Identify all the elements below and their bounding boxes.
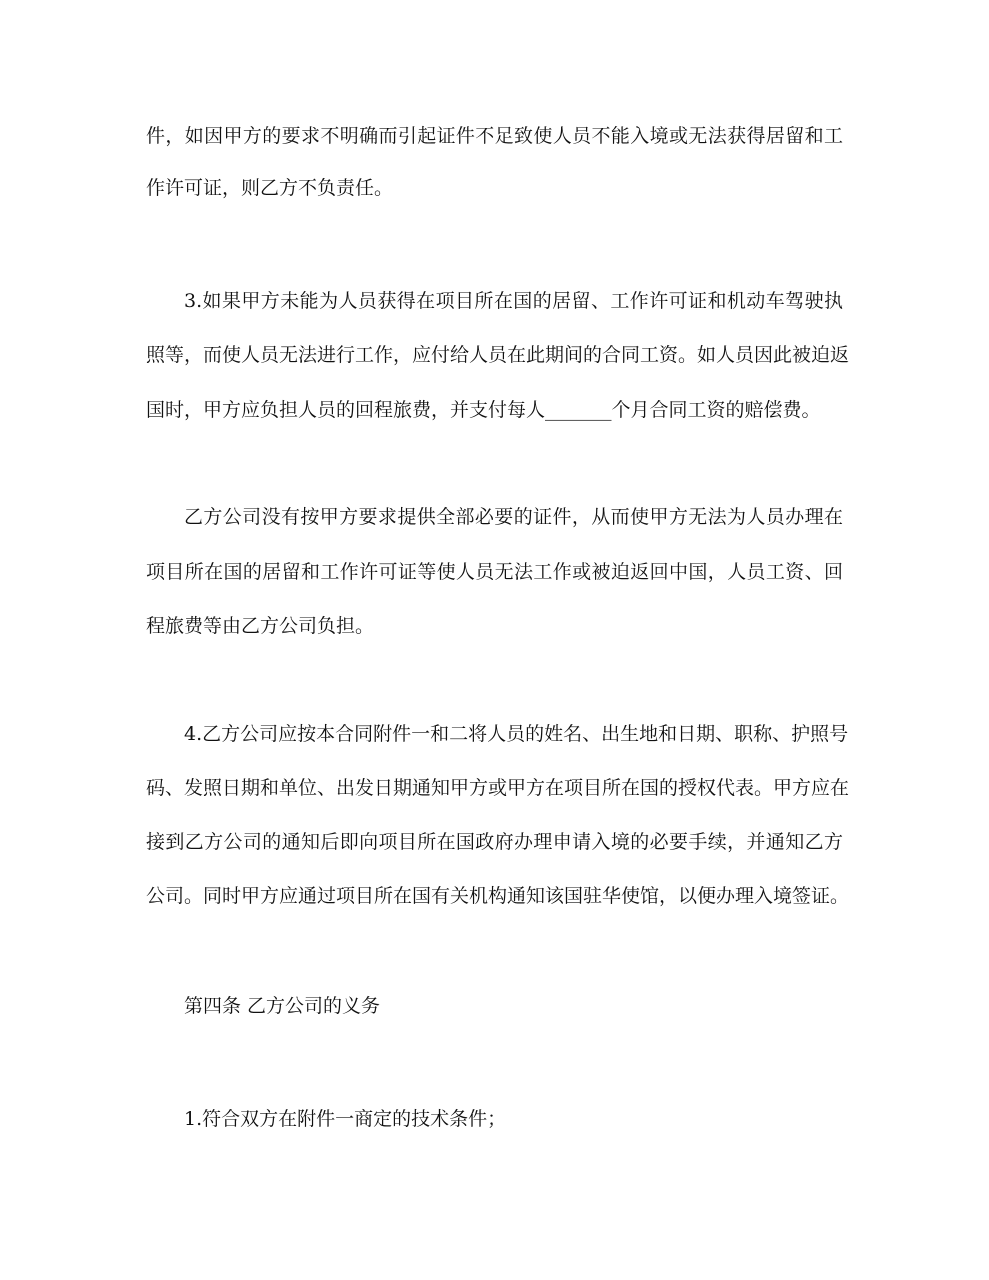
paragraph-line: 3.如果甲方未能为人员获得在项目所在国的居留、工作许可证和机动车驾驶执: [184, 290, 843, 312]
paragraph-line: 程旅费等由乙方公司负担。: [146, 615, 375, 637]
paragraph-line: 接到乙方公司的通知后即向项目所在国政府办理申请入境的必要手续，并通知乙方: [146, 831, 843, 853]
paragraph-line: 4.乙方公司应按本合同附件一和二将人员的姓名、出生地和日期、职称、护照号: [184, 723, 849, 745]
paragraph-line: 乙方公司没有按甲方要求提供全部必要的证件，从而使甲方无法为人员办理在: [184, 506, 843, 528]
paragraph-line: 作许可证，则乙方不负责任。: [146, 177, 394, 199]
paragraph-line: 件，如因甲方的要求不明确而引起证件不足致使人员不能入境或无法获得居留和工: [146, 125, 843, 147]
paragraph-line: 码、发照日期和单位、出发日期通知甲方或甲方在项目所在国的授权代表。甲方应在: [146, 777, 850, 799]
paragraph-line: 照等，而使人员无法进行工作，应付给人员在此期间的合同工资。如人员因此被迫返: [146, 344, 850, 366]
section-heading: 第四条 乙方公司的义务: [184, 995, 381, 1017]
paragraph-line: 公司。同时甲方应通过项目所在国有关机构通知该国驻华使馆，以便办理入境签证。: [146, 885, 850, 907]
paragraph-line: 国时，甲方应负担人员的回程旅费，并支付每人_______个月合同工资的赔偿费。: [146, 399, 821, 421]
list-item: 1.符合双方在附件一商定的技术条件；: [184, 1108, 507, 1130]
paragraph-line: 项目所在国的居留和工作许可证等使人员无法工作或被迫返回中国，人员工资、回: [146, 561, 843, 583]
